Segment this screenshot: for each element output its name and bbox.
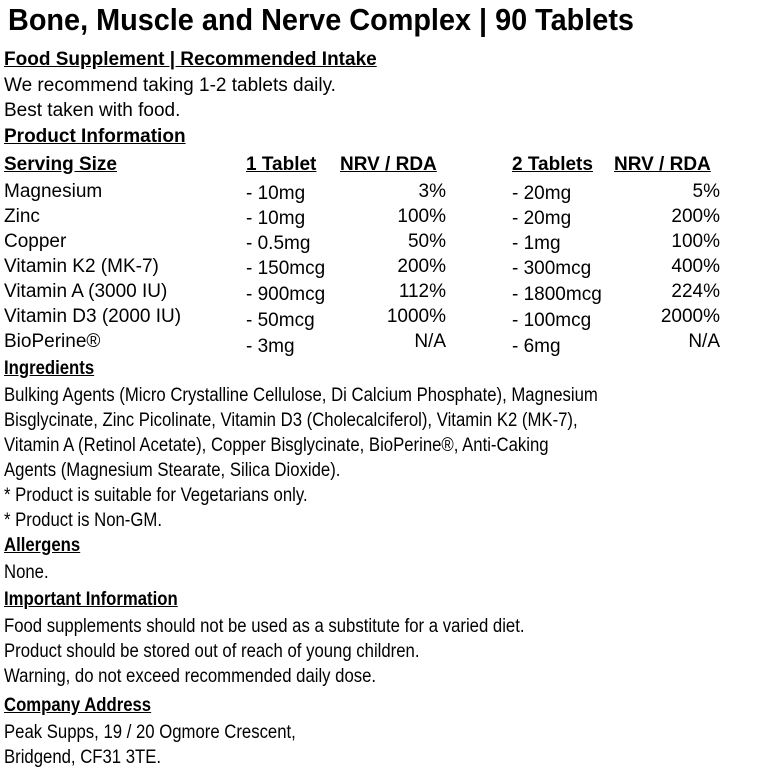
amount-2: - 20mg	[512, 183, 572, 204]
allergens-heading: Allergens	[4, 535, 81, 556]
amount-2: - 20mg	[512, 208, 572, 229]
page-title: Bone, Muscle and Nerve Complex | 90 Tablets	[8, 2, 634, 37]
important-info-line: Food supplements should not be used as a substitute for a varied diet.	[4, 616, 525, 637]
nutrient-name: Vitamin D3 (2000 IU)	[4, 306, 182, 327]
amount-2: - 1800mcg	[512, 284, 602, 305]
nrv-1: 1000%	[386, 306, 446, 327]
important-info-line: Product should be stored out of reach of young children.	[4, 641, 420, 662]
nrv-1: N/A	[414, 331, 446, 352]
amount-1: - 50mcg	[246, 310, 315, 331]
nrv-2: 100%	[671, 231, 720, 252]
recommended-line: Best taken with food.	[4, 100, 181, 121]
important-info-line: Warning, do not exceed recommended daily dose.	[4, 666, 377, 687]
address-line: Bridgend, CF31 3TE.	[4, 747, 162, 768]
col-nrv-2: NRV / RDA	[614, 154, 711, 175]
nrv-1: 100%	[397, 206, 446, 227]
ingredients-line: Agents (Magnesium Stearate, Silica Dioxide).	[4, 460, 341, 481]
ingredients-line: Vitamin A (Retinol Acetate), Copper Bisglycinate, BioPerine®, Anti-Caking	[4, 435, 549, 456]
amount-1: - 10mg	[246, 183, 306, 204]
amount-1: - 3mg	[246, 336, 295, 357]
nutrient-name: Zinc	[4, 206, 40, 227]
non-gm-note: * Product is Non-GM.	[4, 510, 162, 531]
address-line: Peak Supps, 19 / 20 Ogmore Crescent,	[4, 722, 296, 743]
amount-2: - 1mg	[512, 233, 561, 254]
allergens-text: None.	[4, 562, 49, 583]
amount-2: - 6mg	[512, 336, 561, 357]
nutrient-name: Vitamin K2 (MK-7)	[4, 256, 159, 277]
ingredients-heading: Ingredients	[4, 358, 95, 379]
nrv-1: 50%	[407, 231, 446, 252]
col-1-tablet: 1 Tablet	[246, 154, 317, 175]
product-info-heading: Product Information	[4, 126, 186, 147]
ingredients-line: Bulking Agents (Micro Crystalline Cellulose, Di Calcium Phosphate), Magnesium	[4, 385, 598, 406]
nutrient-name: Vitamin A (3000 IU)	[4, 281, 168, 302]
nrv-1: 112%	[398, 281, 446, 302]
nrv-2: 400%	[671, 256, 720, 277]
important-info-heading: Important Information	[4, 589, 178, 610]
nrv-2: 200%	[671, 206, 720, 227]
amount-2: - 300mcg	[512, 258, 592, 279]
amount-1: - 0.5mg	[246, 233, 311, 254]
col-2-tablets: 2 Tablets	[512, 154, 593, 175]
amount-1: - 150mcg	[246, 258, 326, 279]
nrv-2: 2000%	[660, 306, 720, 327]
nrv-2: 224%	[671, 281, 720, 302]
col-nrv-1: NRV / RDA	[340, 154, 437, 175]
company-address-heading: Company Address	[4, 695, 152, 716]
ingredients-line: Bisglycinate, Zinc Picolinate, Vitamin D3 (Cholecalciferol), Vitamin K2 (MK-7),	[4, 410, 578, 431]
amount-2: - 100mcg	[512, 310, 592, 331]
amount-1: - 10mg	[246, 208, 306, 229]
nrv-1: 200%	[397, 256, 446, 277]
nutrient-name: Copper	[4, 231, 67, 252]
nutrient-name: BioPerine®	[4, 331, 101, 352]
vegetarian-note: * Product is suitable for Vegetarians only.	[4, 485, 308, 506]
col-serving-size: Serving Size	[4, 154, 117, 175]
amount-1: - 900mcg	[246, 284, 326, 305]
nrv-2: 5%	[692, 181, 720, 202]
nutrient-name: Magnesium	[4, 181, 103, 202]
recommended-line: We recommend taking 1-2 tablets daily.	[4, 75, 336, 96]
recommended-heading: Food Supplement | Recommended Intake	[4, 49, 377, 70]
nrv-1: 3%	[418, 181, 446, 202]
nrv-2: N/A	[688, 331, 720, 352]
